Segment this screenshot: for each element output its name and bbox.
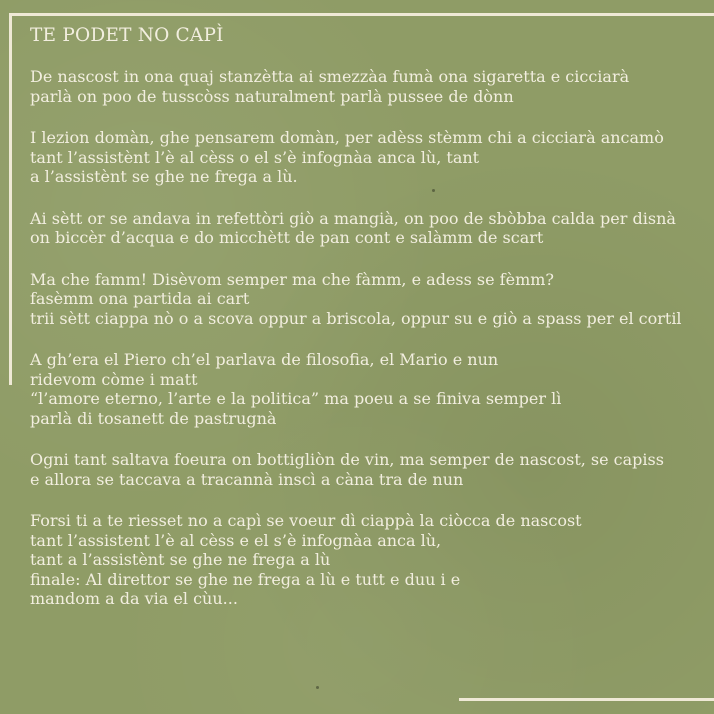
stanza-3 bbox=[30, 209, 700, 248]
frame-bottom-border bbox=[459, 698, 714, 701]
poem-title: TE PODET NO CAPÌ bbox=[30, 25, 224, 46]
poem-line: “l’amore eterno, l’arte e la politica” ma poeu a se finiva semper lì bbox=[30, 389, 562, 408]
stanza-6 bbox=[30, 450, 700, 489]
stanza-7 bbox=[30, 511, 700, 609]
poem-line: Ogni tant saltava foeura on bottigliòn de vin, ma semper de nascost, se capiss bbox=[30, 450, 664, 469]
poem-line: ridevom còme i matt bbox=[30, 369, 198, 389]
frame-top-border bbox=[9, 13, 714, 16]
stanza-2 bbox=[30, 128, 700, 187]
poem-line: Forsi ti a te riesset no a capì se voeur dì ciappà la ciòcca de nascost bbox=[30, 511, 582, 530]
stanza-1 bbox=[30, 67, 700, 106]
stanza-4 bbox=[30, 270, 700, 329]
poem-line: trii sètt ciappa nò o a scova oppur a briscola, oppur su e giò a spass per el cortil bbox=[30, 308, 682, 328]
poem-line: a l’assistènt se ghe ne frega a lù. bbox=[30, 167, 298, 186]
poem-line: Ma che famm! Disèvom semper ma che fàmm, e adess se fèmm? bbox=[30, 269, 554, 289]
poem-line: tant l’assistènt l’è al cèss o el s’è infognàa anca lù, tant bbox=[30, 147, 480, 167]
poem-line: mandom a da via el cùu... bbox=[30, 589, 238, 608]
paper-speck bbox=[316, 686, 319, 689]
poem-line: parlà di tosanett de pastrugnà bbox=[30, 408, 277, 428]
frame-left-border bbox=[9, 13, 12, 385]
poem-line: on biccèr d’acqua e do micchètt de pan cont e salàmm de scart bbox=[30, 228, 544, 247]
poem-line: fasèmm ona partida ai cart bbox=[30, 289, 250, 308]
poem-line: parlà on poo de tusscòss naturalment parlà pussee de dònn bbox=[30, 86, 514, 106]
poem-line: De nascost in ona quaj stanzètta ai smezzàa fumà ona sigaretta e cicciarà bbox=[30, 67, 630, 86]
poem-line: tant a l’assistènt se ghe ne frega a lù bbox=[30, 550, 331, 569]
poem-line: e allora se taccava a tracannà inscì a càna tra de nun bbox=[30, 469, 464, 489]
poem-line: A gh’era el Piero ch’el parlava de filosofia, el Mario e nun bbox=[30, 350, 499, 369]
poem-line: Ai sètt or se andava in refettòri giò a mangià, on poo de sbòbba calda per disnà bbox=[30, 208, 676, 228]
poem-line: finale: Al direttor se ghe ne frega a lù e tutt e duu i e bbox=[30, 569, 461, 589]
stanza-5 bbox=[30, 350, 700, 428]
poem-page bbox=[30, 25, 700, 631]
poem-line: tant l’assistent l’è al cèss e el s’è infognàa anca lù, bbox=[30, 530, 442, 550]
poem-line: I lezion domàn, ghe pensarem domàn, per adèss stèmm chi a cicciarà ancamò bbox=[30, 128, 664, 147]
